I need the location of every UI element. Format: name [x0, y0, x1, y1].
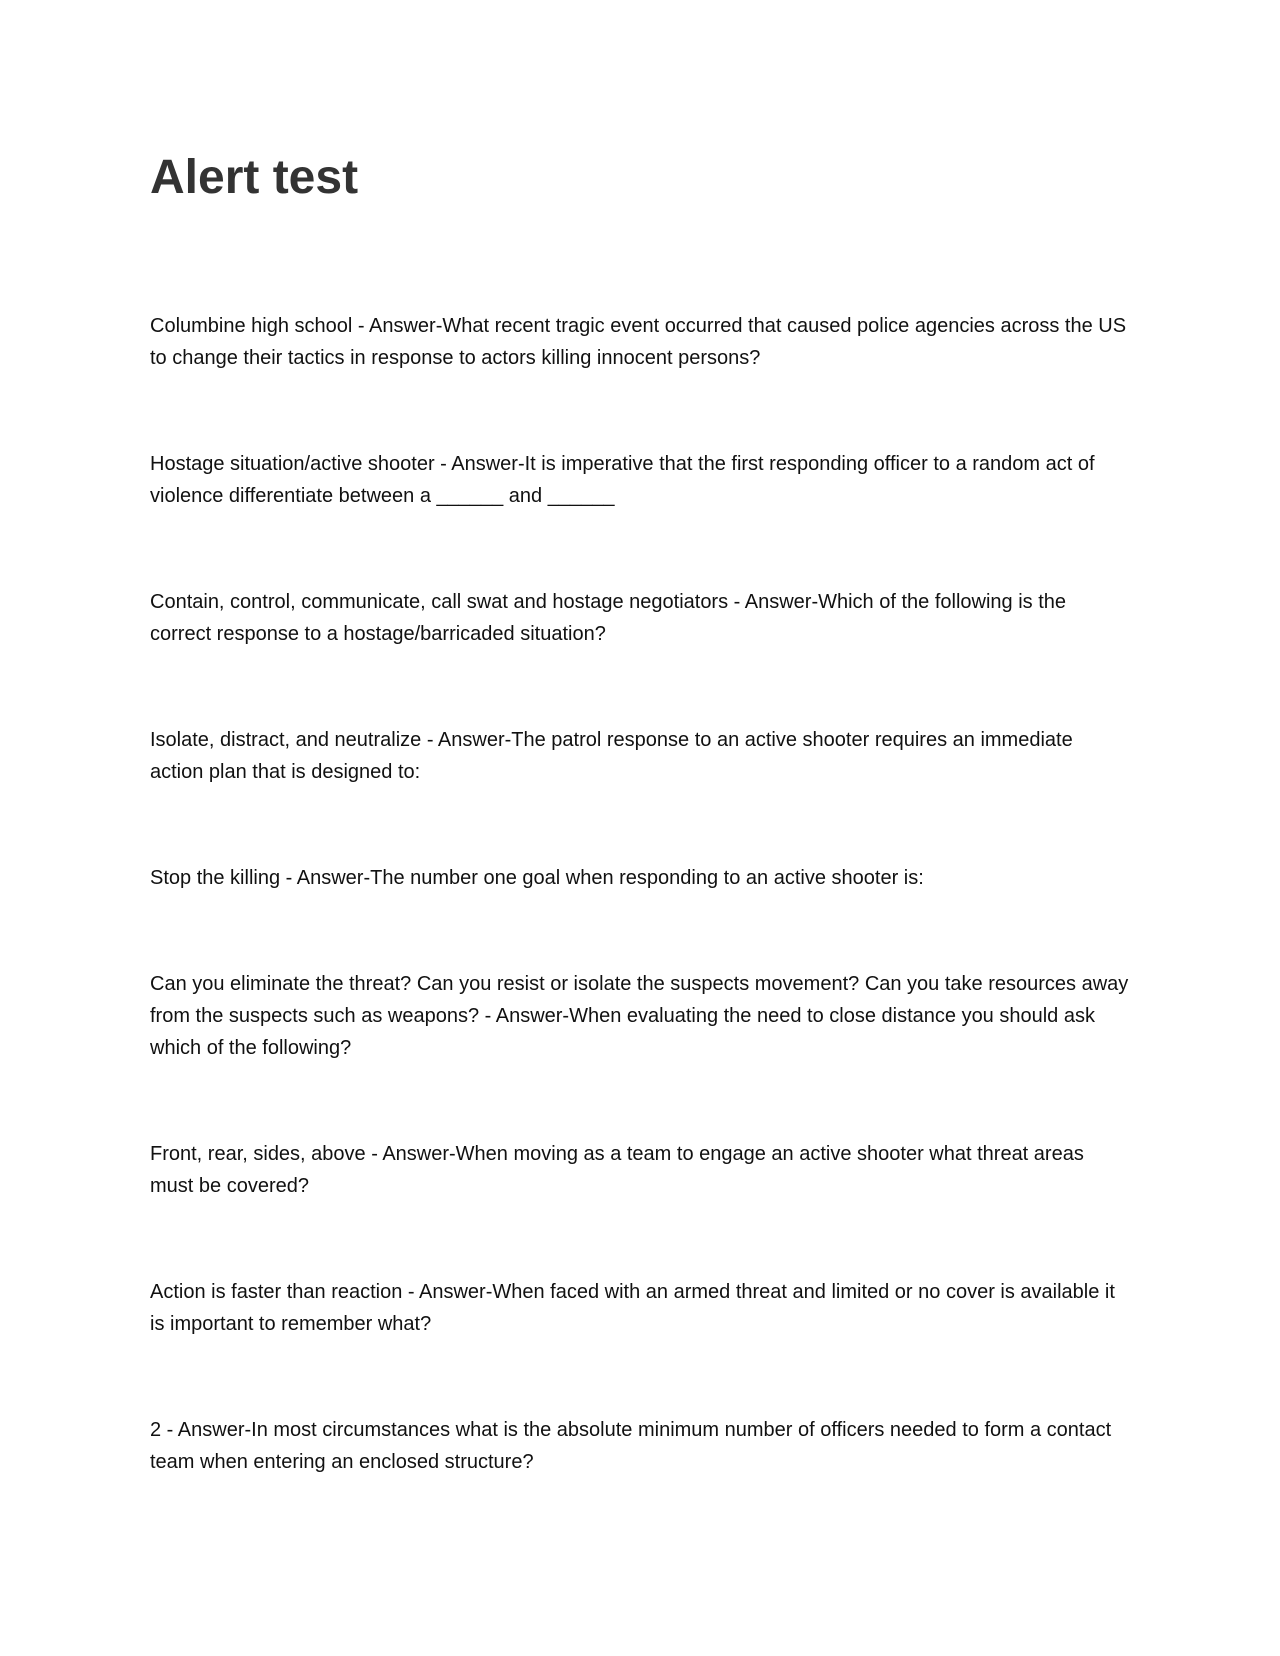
- question-answer-list: [150, 310, 1130, 1478]
- question-answer-item: Front, rear, sides, above - Answer-When moving as a team to engage an active shooter what threat areas must be covered?: [150, 1143, 1084, 1197]
- question-answer-item: Action is faster than reaction - Answer-When faced with an armed threat and limited or no cover is available it is important to remember what?: [150, 1281, 1115, 1335]
- question-answer-item: 2 - Answer-In most circumstances what is the absolute minimum number of officers needed to form a contact team when entering an enclosed structure?: [150, 1419, 1112, 1473]
- question-answer-item: Hostage situation/active shooter - Answer-It is imperative that the first responding officer to a random act of violence differentiate between a ______ and ______: [150, 453, 1095, 507]
- question-answer-item: Can you eliminate the threat? Can you resist or isolate the suspects movement? Can you take resources away from the suspects such as weapons? - Answer-When evaluating the need to close distance you should ask which of the following?: [150, 973, 1129, 1059]
- document-title: Alert test: [150, 151, 359, 204]
- question-answer-item: Isolate, distract, and neutralize - Answer-The patrol response to an active shooter requires an immediate action plan that is designed to:: [150, 729, 1073, 783]
- question-answer-item: Stop the killing - Answer-The number one goal when responding to an active shooter is:: [150, 867, 924, 889]
- question-answer-item: Contain, control, communicate, call swat and hostage negotiators - Answer-Which of the following is the correct response to a hostage/barricaded situation?: [150, 591, 1067, 645]
- question-answer-item: Columbine high school - Answer-What recent tragic event occurred that caused police agencies across the US to change their tactics in response to actors killing innocent persons?: [150, 315, 1127, 369]
